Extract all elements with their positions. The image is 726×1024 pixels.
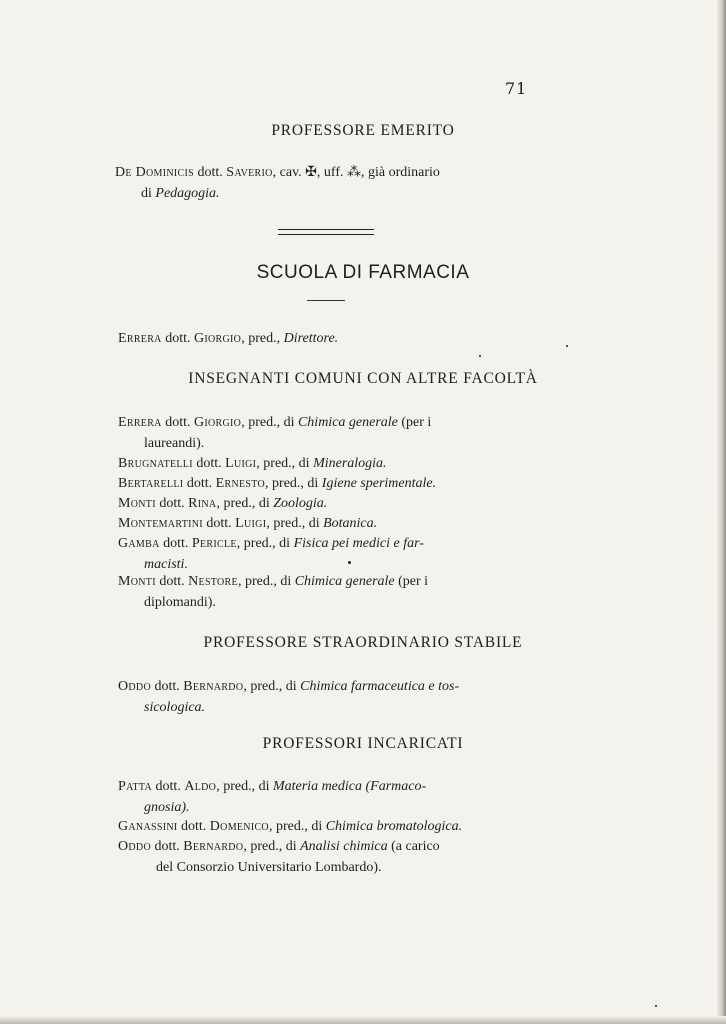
entry-monti-nestore: Monti dott. Nestore, pred., di Chimica generale (per i diplomandi). xyxy=(118,571,544,613)
page-number: 71 xyxy=(505,79,528,98)
short-rule-divider xyxy=(307,300,345,301)
entry-montemartini: Montemartini dott. Luigi, pred., di Botanica. xyxy=(118,516,378,531)
double-rule-divider xyxy=(278,229,374,235)
scan-speck xyxy=(348,561,351,564)
entry-director xyxy=(118,328,544,349)
given-name: Saverio xyxy=(226,165,273,180)
academic-title: dott. xyxy=(197,165,223,180)
page-edge-right xyxy=(716,0,726,1024)
heading-professore-emerito: PROFESSORE EMERITO xyxy=(271,122,455,139)
subject: Pedagogia. xyxy=(155,186,220,201)
academic-title: dott. xyxy=(165,331,191,346)
entry-continuation: sicologica. xyxy=(144,700,206,715)
entry-continuation: diplomandi). xyxy=(144,595,216,610)
entry-oddo-straordinario: Oddo dott. Bernardo, pred., di Chimica farmaceutica e tos- sicologica. xyxy=(118,676,544,718)
scan-speck xyxy=(655,1005,657,1007)
honors: , cav. ✠, uff. ⁂, già ordinario xyxy=(272,165,440,180)
entry-monti-rina: Monti dott. Rina, pred., di Zoologia. xyxy=(118,496,328,511)
heading-professore-straordinario: PROFESSORE STRAORDINARIO STABILE xyxy=(203,634,523,651)
entry-continuation: di Pedagogia. xyxy=(141,186,220,201)
entry-gamba: Gamba dott. Pericle, pred., di Fisica pei medici e far- macisti. xyxy=(118,533,544,575)
entry-oddo-incaricato: Oddo dott. Bernardo, pred., di Analisi chimica (a carico del Consorzio Universitario Lombardo). xyxy=(118,836,544,878)
entry-patta: Patta dott. Aldo, pred., di Materia medica (Farmaco- gnosia). xyxy=(118,776,544,818)
heading-insegnanti-comuni: INSEGNANTI COMUNI CON ALTRE FACOLTÀ xyxy=(188,370,538,387)
entry-bertarelli: Bertarelli dott. Ernesto, pred., di Igiene sperimentale. xyxy=(118,476,437,491)
surname: De Dominicis xyxy=(115,165,194,180)
scan-speck xyxy=(566,345,568,347)
entry-brugnatelli: Brugnatelli dott. Luigi, pred., di Mineralogia. xyxy=(118,456,387,471)
entry-continuation: laureandi). xyxy=(144,436,205,451)
role: Direttore. xyxy=(283,331,339,346)
surname: Errera xyxy=(118,331,162,346)
page-edge-bottom xyxy=(0,1016,726,1024)
entry-continuation: macisti. xyxy=(144,557,188,572)
entry-continuation: del Consorzio Universitario Lombardo). xyxy=(156,860,382,875)
given-name: Giorgio xyxy=(193,331,242,346)
scan-speck xyxy=(479,355,481,357)
entry-errera: Errera dott. Giorgio, pred., di Chimica generale (per i laureandi). xyxy=(118,412,544,454)
entry-continuation: gnosia). xyxy=(144,800,190,815)
school-title: SCUOLA DI FARMACIA xyxy=(256,262,470,283)
role-prefix: , pred., xyxy=(241,331,281,346)
entry-ganassini: Ganassini dott. Domenico, pred., di Chimica bromatologica. xyxy=(118,819,463,834)
entry-de-dominicis xyxy=(115,162,540,204)
heading-professori-incaricati: PROFESSORI INCARICATI xyxy=(262,735,464,752)
